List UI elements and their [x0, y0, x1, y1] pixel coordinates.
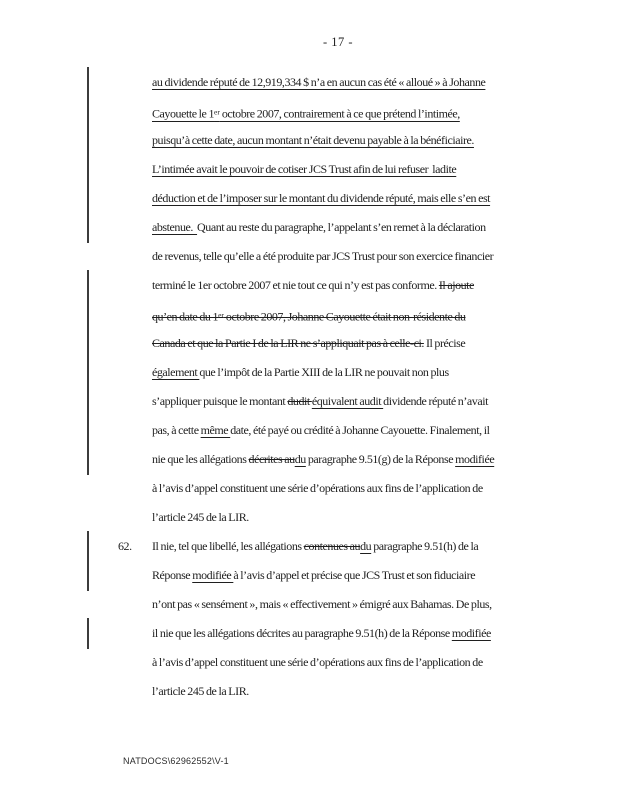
line-text: l’article 245 de la LIR. [152, 510, 249, 524]
text-line [0, 213, 624, 242]
line-text: Réponse modifiée à l’avis d’appel et précise que JCS Trust et son fiduciaire [152, 568, 476, 582]
line-text: abstenue. Quant au reste du paragraphe, l’appelant s’en remet à la déclaration [152, 220, 486, 234]
text-line [0, 503, 624, 532]
text-line [0, 242, 624, 271]
line-text: Canada et que la Partie I de la LIR ne s’appliquait pas à celle-ci. Il précise [152, 336, 466, 350]
line-text: n’ont pas « sensément », mais « effectivement » émigré aux Bahamas. De plus, [152, 597, 492, 611]
line-text: puisqu’à cette date, aucun montant n’était devenu payable à la bénéficiaire. [152, 133, 474, 147]
paragraph-number: 62. [118, 539, 132, 553]
change-bar [87, 299, 89, 330]
line-text: également que l’impôt de la Partie XIII de la LIR ne pouvait non plus [152, 365, 449, 379]
text-line [0, 474, 624, 503]
text-line [0, 271, 624, 300]
change-bar [87, 270, 89, 301]
text-line [0, 155, 624, 184]
change-bar [87, 386, 89, 417]
footer-doc-id: NATDOCS\62962552\V-1 [123, 756, 229, 766]
text-line [0, 445, 624, 474]
line-text: L’intimée avait le pouvoir de cotiser JCS Trust afin de lui refuser ladite [152, 162, 457, 176]
line-text: l’article 245 de la LIR. [152, 684, 249, 698]
line-text: pas, à cette même date, été payé ou crédité à Johanne Cayouette. Finalement, il [152, 423, 490, 437]
line-text: Il nie, tel que libellé, les allégations contenues audu paragraphe 9.51(h) de la [152, 539, 479, 553]
line-text: s’appliquer puisque le montant dudit équivalent audit dividende réputé n’avait [152, 394, 488, 408]
change-bar [87, 154, 89, 185]
change-bar [87, 212, 89, 243]
change-bar [87, 125, 89, 156]
change-bar [87, 96, 89, 127]
text-line [0, 358, 624, 387]
line-text: terminé le 1er octobre 2007 et nie tout ce qui n’y est pas conforme. Il ajoute [152, 278, 474, 292]
text-line [0, 416, 624, 445]
change-bar [87, 67, 89, 98]
text-line [0, 68, 624, 97]
change-bar [87, 560, 89, 591]
line-text: à l’avis d’appel constituent une série d’opérations aux fins de l’application de [152, 655, 483, 669]
text-line [0, 590, 624, 619]
text-line [0, 532, 624, 561]
line-text: il nie que les allégations décrites au paragraphe 9.51(h) de la Réponse modifiée [152, 626, 491, 640]
text-line [0, 387, 624, 416]
line-text: Cayouette le 1er octobre 2007, contrairement à ce que prétend l’intimée, [152, 106, 460, 121]
document-body [0, 68, 624, 706]
text-line [0, 648, 624, 677]
change-bar [87, 444, 89, 475]
text-line [0, 619, 624, 648]
line-text: au dividende réputé de 12,919,334 $ n’a en aucun cas été « alloué » à Johanne [152, 75, 486, 89]
text-line [0, 184, 624, 213]
line-text: de revenus, telle qu’elle a été produite par JCS Trust pour son exercice financier [152, 249, 494, 263]
line-text: déduction et de l’imposer sur le montant du dividende réputé, mais elle s’en est [152, 191, 491, 205]
change-bar [87, 618, 89, 649]
change-bar [87, 328, 89, 359]
text-line [0, 126, 624, 155]
text-line [0, 561, 624, 590]
text-line [0, 97, 624, 126]
line-text: qu’en date du 1er octobre 2007, Johanne Cayouette était non-résidente du [152, 309, 466, 324]
change-bar [87, 531, 89, 562]
change-bar [87, 183, 89, 214]
line-text: nie que les allégations décrites audu paragraphe 9.51(g) de la Réponse modifiée [152, 452, 495, 466]
page-number: - 17 - [322, 35, 354, 49]
text-line [0, 300, 624, 329]
text-line [0, 677, 624, 706]
change-bar [87, 357, 89, 388]
line-text: à l’avis d’appel constituent une série d’opérations aux fins de l’application de [152, 481, 483, 495]
change-bar [87, 415, 89, 446]
text-line [0, 329, 624, 358]
